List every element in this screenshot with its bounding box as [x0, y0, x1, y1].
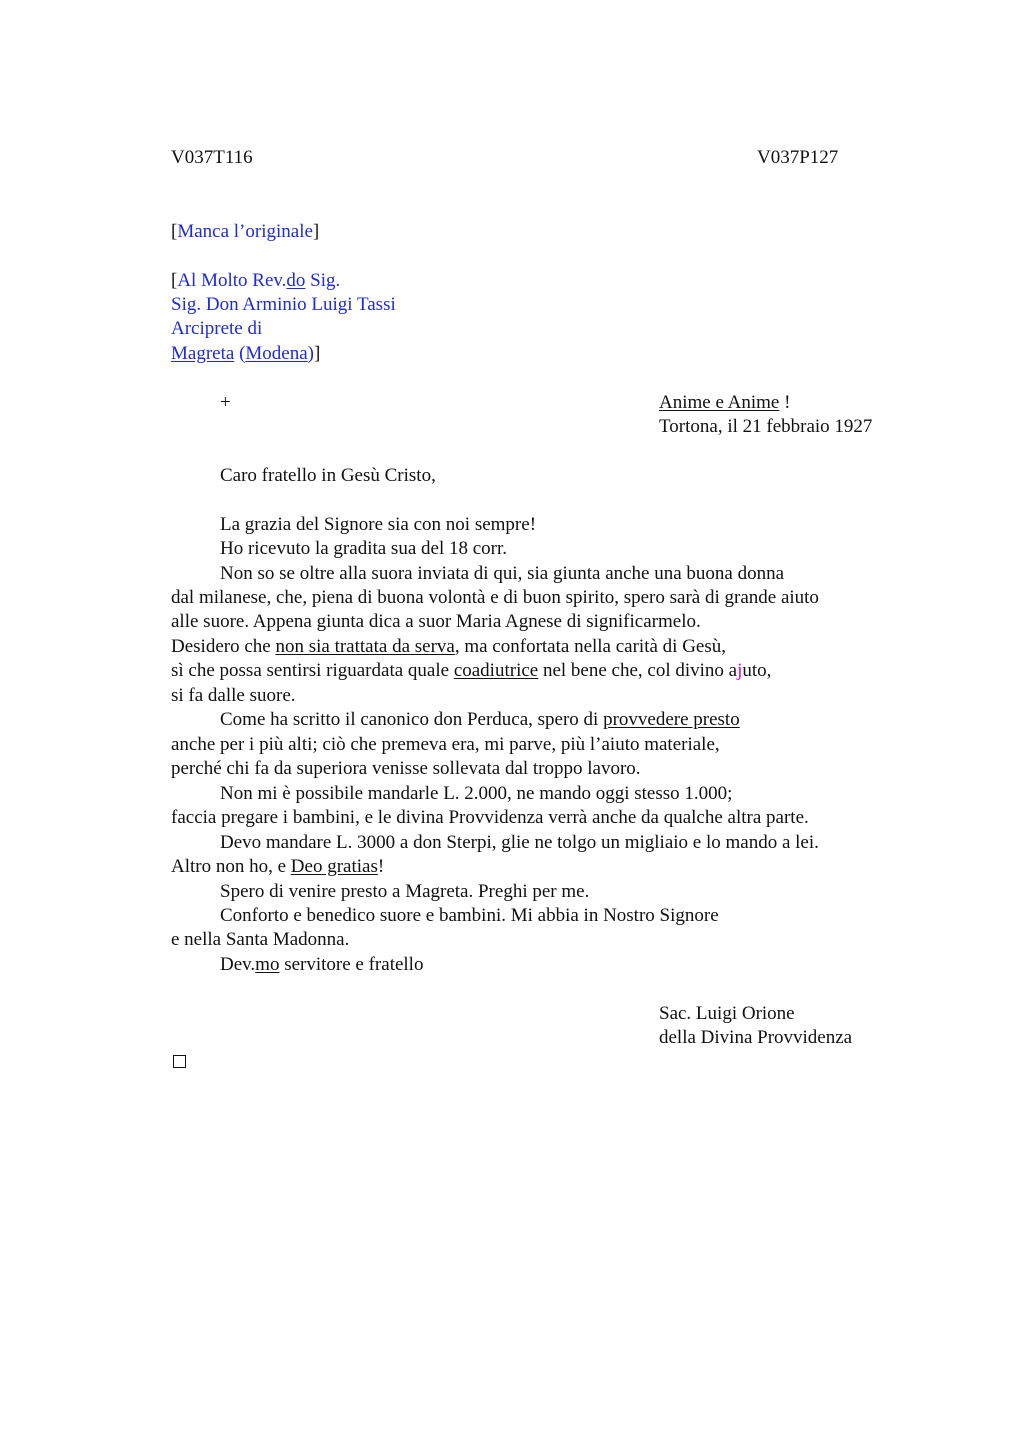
end-marker-icon [173, 1055, 186, 1068]
body-line: anche per i più alti; ciò che premeva era, mi parve, più l’aiuto materiale, [171, 734, 720, 755]
body-line: Desidero che non sia trattata da serva, ma confortata nella carità di Gesù, [171, 636, 727, 657]
address-line-4: Magreta (Modena)] [171, 343, 321, 364]
body-line: alle suore. Appena giunta dica a suor Maria Agnese di significarmelo. [171, 611, 701, 632]
body-line: e nella Santa Madonna. [171, 929, 350, 950]
cross-mark: + [220, 392, 231, 413]
body-line: faccia pregare i bambini, e le divina Provvidenza verrà anche da qualche altra parte. [171, 807, 809, 828]
body-line: Conforto e benedico suore e bambini. Mi abbia in Nostro Signore [220, 905, 719, 926]
dateline: Tortona, il 21 febbraio 1927 [659, 416, 873, 437]
body-line: Ho ricevuto la gradita sua del 18 corr. [220, 538, 508, 559]
document-code-left: V037T116 [171, 147, 253, 168]
address-place: Magreta [171, 343, 235, 364]
document-code-right: V037P127 [757, 147, 839, 168]
body-line: perché chi fa da superiora venisse sollevata dal troppo lavoro. [171, 758, 641, 779]
address-line-1: [Al Molto Rev.do Sig. [171, 270, 341, 291]
signature-title: della Divina Provvidenza [659, 1027, 853, 1048]
body-line: Come ha scritto il canonico don Perduca, spero di provvedere presto [220, 709, 740, 730]
body-line: Non so se oltre alla suora inviata di qui, sia giunta anche una buona donna [220, 563, 785, 584]
body-line: dal milanese, che, piena di buona volontà e di buon spirito, spero sarà di grande aiuto [171, 587, 819, 608]
body-line: La grazia del Signore sia con noi sempre! [220, 514, 537, 535]
body-line: Altro non ho, e Deo gratias! [171, 856, 385, 877]
editorial-note: [Manca l’originale] [171, 221, 320, 242]
address-province: Modena [245, 343, 308, 364]
body-line: sì che possa sentirsi riguardata quale coadiutrice nel bene che, col divino ajuto, [171, 660, 772, 681]
body-line: Non mi è possibile mandarle L. 2.000, ne mando oggi stesso 1.000; [220, 783, 733, 804]
body-line: Devo mandare L. 3000 a don Sterpi, glie ne tolgo un migliaio e lo mando a lei. [220, 832, 819, 853]
address-line-3: Arciprete di [171, 318, 263, 339]
signature-name: Sac. Luigi Orione [659, 1003, 795, 1024]
motto: Anime e Anime ! [659, 392, 791, 413]
salutation: Caro fratello in Gesù Cristo, [220, 465, 436, 486]
closing-line: Dev.mo servitore e fratello [220, 954, 424, 975]
body-line: si fa dalle suore. [171, 685, 296, 706]
address-line-2: Sig. Don Arminio Luigi Tassi [171, 294, 396, 315]
body-line: Spero di venire presto a Magreta. Preghi per me. [220, 881, 590, 902]
